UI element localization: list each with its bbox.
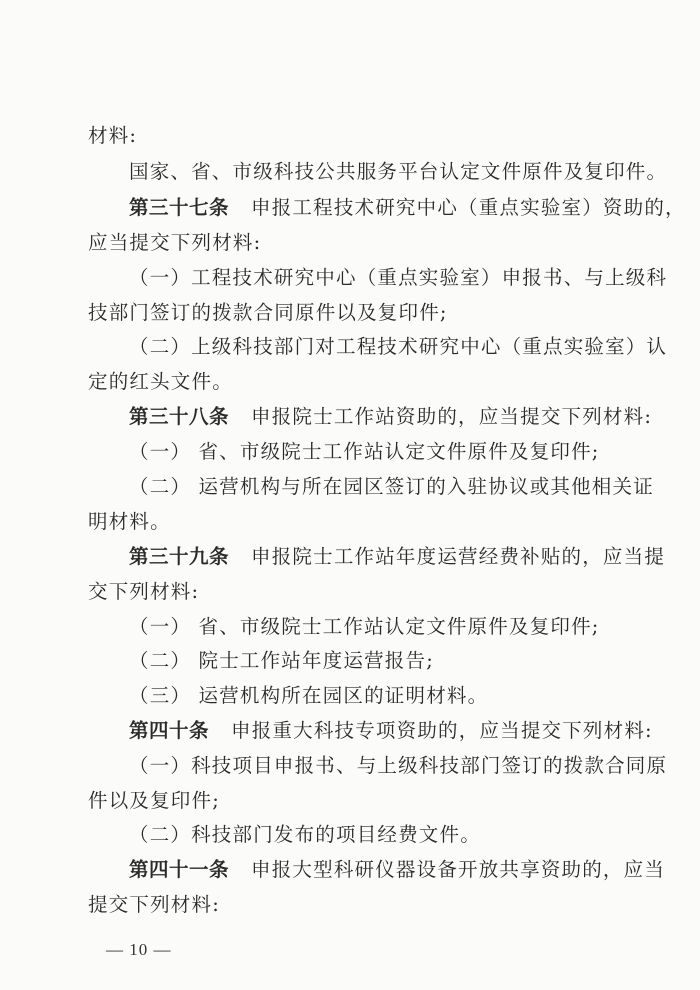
text-line [88, 579, 199, 605]
line-text: 交下列材料: [88, 580, 200, 603]
text-line [88, 369, 233, 395]
line-text: 材料: [88, 124, 138, 147]
text-line [88, 892, 220, 918]
text-line [129, 265, 667, 291]
line-text: （三） 运营机构所在园区的证明材料。 [129, 684, 489, 707]
article-number: 第三十八条 [129, 405, 230, 428]
line-text: （二）科技部门发布的项目经费文件。 [129, 823, 481, 846]
text-line [129, 683, 488, 709]
line-text: 国家、省、市级科技公共服务平台认定文件原件及复印件。 [129, 160, 668, 183]
text-line [129, 822, 481, 848]
article-number: 第四十一条 [129, 858, 230, 881]
line-text: 提交下列材料: [88, 893, 220, 916]
article-line [129, 857, 665, 883]
text-line [129, 614, 600, 640]
text-line [88, 788, 220, 814]
line-text: （一） 省、市级院士工作站认定文件原件及复印件; [129, 615, 600, 638]
line-text: 应当提交下列材料: [88, 231, 262, 254]
line-text: 申报院士工作站年度运营经费补贴的，应当提 [251, 545, 666, 568]
article-line [129, 195, 686, 221]
text-line [129, 334, 667, 360]
line-text: （一）工程技术研究中心（重点实验室）申报书、与上级科 [129, 266, 668, 289]
text-line [88, 230, 261, 256]
line-text: 申报重大科技专项资助的，应当提交下列材料: [231, 719, 653, 742]
text-line [129, 159, 667, 185]
text-line [129, 753, 667, 779]
text-line [88, 300, 448, 326]
line-text: （一）科技项目申报书、与上级科技部门签订的拨款合同原 [129, 754, 668, 777]
line-text: 定的红头文件。 [88, 370, 233, 393]
page-number: — 10 — [106, 940, 172, 959]
text-line [129, 474, 654, 500]
line-text: 申报院士工作站资助的，应当提交下列材料: [251, 405, 653, 428]
line-text: （二）上级科技部门对工程技术研究中心（重点实验室）认 [129, 335, 668, 358]
text-line [88, 509, 171, 535]
line-text: （一） 省、市级院士工作站认定文件原件及复印件; [129, 440, 600, 463]
article-number: 第三十七条 [129, 196, 230, 219]
line-text: 技部门签订的拨款合同原件以及复印件; [88, 301, 448, 324]
line-text: 申报工程技术研究中心（重点实验室）资助的， [251, 196, 686, 219]
line-text: 申报大型科研仪器设备开放共享资助的，应当 [251, 858, 666, 881]
line-text: 件以及复印件; [88, 789, 220, 812]
article-number: 第四十条 [129, 719, 210, 742]
article-line [129, 544, 665, 570]
line-text: （二） 院士工作站年度运营报告; [129, 649, 434, 672]
article-line [129, 718, 653, 744]
article-number: 第三十九条 [129, 545, 230, 568]
line-text: 明材料。 [88, 510, 171, 533]
article-line [129, 404, 652, 430]
text-line [129, 648, 434, 674]
text-line [129, 439, 600, 465]
text-line [88, 123, 137, 149]
line-text: （二） 运营机构与所在园区签订的入驻协议或其他相关证 [129, 475, 654, 498]
